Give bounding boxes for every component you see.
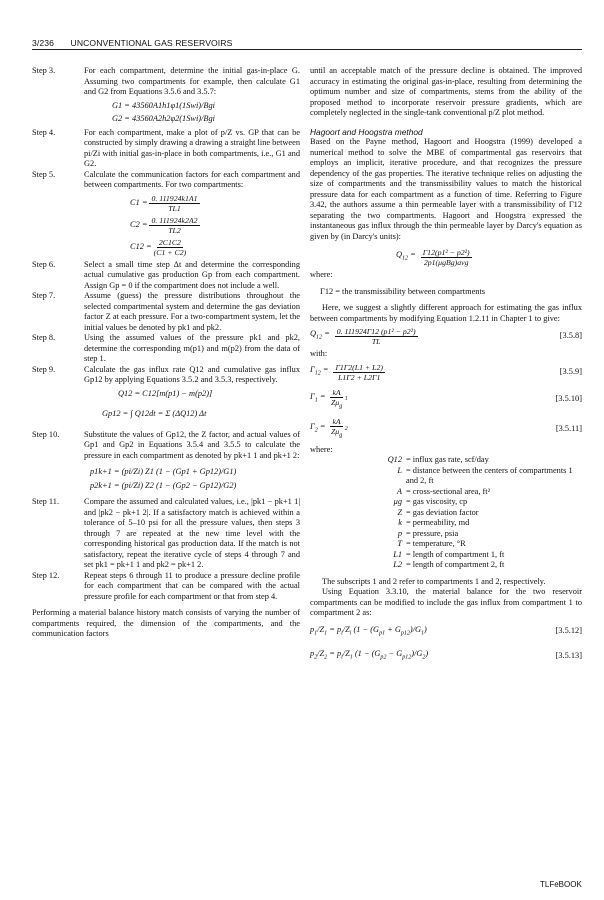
- header-rule: [32, 49, 582, 50]
- step-9: [32, 365, 300, 386]
- equation-c12: [130, 238, 300, 257]
- fraction: [149, 194, 199, 213]
- numerator: 0. 111924k1A1: [151, 193, 198, 203]
- equation-g1: G1 = 43560A1h1φ1(1Swi)/Bgi: [112, 100, 215, 110]
- equation-g2: G2 = 43560A2h2φ2(1Swi)/Bgi: [112, 114, 215, 123]
- numerator: Γ12(p1² − p2²): [422, 248, 470, 257]
- numerator: 2C1C2: [158, 237, 181, 247]
- step-6: [32, 260, 300, 292]
- definition-item: Z = gas deviation factor: [397, 507, 479, 517]
- step-text: For each compartment, determine the initial gas-in-place G. Assuming two compartments for example, then calculate G1 and G2 from Equations 3.5.6 and 3.5.7:: [84, 66, 300, 96]
- footer-label: TLFeBOOK: [540, 880, 582, 889]
- definition-item: A = cross-sectional area, ft²: [396, 486, 491, 496]
- step-text: Calculate the gas influx rate Q12 and cumulative gas influx Gp12 by applying Equations 3.5.2 and 3.5.3, respectively.: [84, 364, 300, 384]
- fraction: [421, 248, 472, 267]
- equation-p1: p1k+1 = (pi/Zi) Z1 (1 − (Gp1 + Gp12)/G1): [90, 467, 237, 476]
- numerator: 0. 111924Γ12 (p1² − p2²): [336, 327, 416, 336]
- step-number: Step 5.: [32, 169, 56, 179]
- denominator: L1Γ2 + L2Γ1: [338, 372, 381, 382]
- equation-number: [3.5.11]: [555, 423, 582, 433]
- step-10: [32, 430, 300, 462]
- equation-3-5-12: $p_1/Z_1 = p_i/Z_i$ $(1 - (G_{p1} + G_{p12})/G_1)$ [3.5.12]: [310, 624, 582, 637]
- step-8: [32, 333, 300, 365]
- page-number: 3/236: [32, 38, 55, 48]
- equation-number: [3.5.9]: [559, 366, 582, 376]
- section-heading: Hagoort and Hoogstra method: [310, 126, 423, 137]
- step-12: [32, 571, 300, 603]
- paragraph: until an acceptable match of the pressure decline is obtained. The improved accuracy in estimating the original gas-in-place, resulting from determining the optimum number and size of compartments, stems from the ability of the proposed method to incorporate reservoir pressure gradients, which are completely neglected in the single-tank conventional p/Z plot method.: [310, 66, 582, 117]
- gamma-definition: Γ12 = the transmissibility between compartments: [320, 286, 486, 296]
- numerator: 0. 111924k2A2: [151, 215, 198, 225]
- step-5: [32, 170, 300, 191]
- paragraph: The subscripts 1 and 2 refer to compartments 1 and 2, respectively.: [322, 576, 546, 586]
- step-text: Using the assumed values of the pressure pk1 and pk2, determine the corresponding m(p1) and m(p2) from the data of step 1.: [84, 333, 300, 363]
- denominator: (C1 + C2): [153, 247, 187, 257]
- step-number: Step 12.: [32, 570, 60, 580]
- equation-3-5-10: $\Gamma_1$ = $\frac{kA}{Z\mu_g}$ 1 [3.5.10]: [310, 387, 582, 410]
- step-number: Step 6.: [32, 259, 56, 269]
- step-11: [32, 497, 300, 571]
- step-text: Compare the assumed and calculated values, i.e., |pk1 − pk+1 1| and |pk2 − pk+1 2|. If a satisfactory match is achieved within a tolerance of 5–10 psi for all the pressure values, then steps 3 through 7 are repeated at the new time level with the corresponding historical gas production data. If the match is not satisfactory, repeat the iterative cycle of steps 4 through 7 and set pk1 = pk+1 1 and pk2 = pk+1 2.: [84, 497, 300, 569]
- step-number: Step 4.: [32, 127, 56, 137]
- step-text: For each compartment, make a plot of p/Z vs. GP that can be constructed by simply drawing a drawing a straight line between pi/Zi with initial gas-in-place in both compartments, i.e., G1 and G2.: [84, 127, 300, 168]
- running-header: [32, 38, 246, 48]
- denominator: 2p1(μgBg)avg: [423, 258, 469, 267]
- equation-q12-darcy: $Q_{12}$ = $\frac{\text{Γ12(p1² − p2²)}}{\text{2p1(μgBg)avg}}$: [396, 248, 470, 267]
- denominator: TL1: [168, 203, 181, 213]
- paragraph: Using Equation 3.3.10, the material balance for the two reservoir compartments can be modified to include the gas influx from compartment 1 to compartment 2 as:: [310, 587, 582, 618]
- fraction: [154, 238, 187, 257]
- fraction: [335, 327, 418, 346]
- step-text: Assume (guess) the pressure distributions throughout the selected compartmental system and determine the gas deviation factor Z at each pressure. For a two-compartment system, let the initial values be denoted by pk1 and pk2.: [84, 291, 300, 332]
- equation-3-5-9: $\Gamma_{12}$ = $\frac{\Gamma 1\Gamma 2(L1 + L2)}{L1\Gamma 2 + L2\Gamma 1}$ [3.5.9]: [310, 362, 582, 382]
- denominator: TL2: [168, 225, 181, 235]
- step-number: Step 10.: [32, 429, 60, 439]
- step-number: Step 7.: [32, 291, 56, 300]
- eq-lhs: C2 =: [130, 219, 148, 229]
- definition-item: L = distance between the centers of compartments 1 and 2, ft: [397, 465, 573, 486]
- equation-3-5-13: $p_2/Z_2 = p_i/Z_1$ $(1 - (G_{p2} - G_{p12})/G_2)$ [3.5.13]: [310, 648, 582, 661]
- equation-q12: Q12 = C12[m(p1) − m(p2)]: [118, 388, 213, 398]
- step-3: [32, 66, 300, 98]
- step-number: Step 8.: [32, 333, 56, 342]
- equation-p2: p2k+1 = (pi/Zi) Z2 (1 − (Gp2 − Gp12)/G2): [90, 480, 237, 490]
- equation-3-5-11: $\Gamma_2$ = $\frac{kA}{Z\mu_g}$ 2 [3.5.11]: [310, 417, 582, 439]
- equation-c2: [130, 216, 300, 235]
- step-text: Repeat steps 6 through 11 to produce a pressure decline profile for each compartment that can be compared with the actual pressure profile for each compartment or that from step 4.: [84, 570, 300, 601]
- fraction: $\frac{kA}{Z\mu_g}$: [330, 417, 343, 439]
- left-column: [32, 66, 300, 640]
- chapter-title: UNCONVENTIONAL GAS RESERVOIRS: [70, 38, 233, 48]
- denominator: TL: [371, 337, 381, 346]
- definitions-list: [310, 455, 582, 571]
- numerator: Γ1Γ2(L1 + L2): [335, 362, 383, 372]
- equation-3-5-8: $Q_{12}$ = $\frac{\text{0. 111924Γ12 (p1² − p2²)}}{TL}$ [3.5.8]: [310, 327, 582, 346]
- equation-number: [3.5.13]: [555, 650, 582, 660]
- equation-number: [3.5.12]: [555, 626, 582, 636]
- fraction: [149, 216, 199, 235]
- definition-item: L2 = length of compartment 2, ft: [393, 560, 505, 570]
- step-4: [32, 128, 300, 170]
- step-number: Step 3.: [32, 66, 56, 75]
- paragraph: Based on the Payne method, Hagoort and Hoogstra (1999) developed a numerical method to solve the MBE of compartmental gas reservoirs that employs an implicit, iterative procedure, and that recognizes the pressure dependency of the gas properties. The iterative technique relies on adjusting the size of compartments and the transmissibility values to match the historical pressure data for each compartment as a function of time. Referring to Figure 3.42, the authors assume a thin permeable layer with a transmissibility of Γ12 separating the two compartments. Hagoort and Hoogstra expressed the instantaneous gas influx through the thin permeable layer by Darcy's equation as given by (in Darcy's units):: [310, 137, 582, 241]
- equation-number: [3.5.8]: [559, 331, 582, 341]
- step-7: [32, 291, 300, 333]
- definition-item: L1 = length of compartment 1, ft: [393, 549, 505, 559]
- eq-lhs: C12 =: [130, 241, 152, 251]
- definition-item: μg = gas viscosity, cp: [393, 497, 468, 507]
- equation-gp12: Gp12 = ∫ Q12dt = Σ (ΔQ12) Δt: [102, 409, 207, 418]
- fraction: [333, 363, 385, 382]
- equation-c1: [130, 194, 300, 213]
- step-number: Step 11.: [32, 497, 60, 506]
- definition-item: T = temperature, °R: [397, 539, 466, 549]
- eq-lhs: C1 =: [130, 197, 148, 207]
- paragraph: Here, we suggest a slightly different approach for estimating the gas influx between compartments by modifying Equation 1.2.11 in Chapter 1 to give:: [310, 303, 582, 323]
- step-text: Select a small time step Δt and determine the corresponding actual cumulative gas production Gp from each compartment. Assign Gp = 0 if the compartment does not include a well.: [84, 259, 300, 290]
- step-text: Substitute the values of Gp12, the Z factor, and actual values of Gp1 and Gp2 in Equations 3.5.4 and 3.5.5 to calculate the pressure in each compartment as denoted by pk+1 1 and pk+1 2:: [84, 429, 300, 460]
- where-label: where:: [310, 270, 333, 279]
- step-text: Calculate the communication factors for each compartment and between compartments. For two compartments:: [84, 169, 300, 189]
- definition-item: Q12 = influx gas rate, scf/day: [387, 455, 489, 465]
- paragraph: Performing a material balance history match consists of varying the number of compartments required, the dimension of the compartments, and the communication factors: [32, 608, 300, 638]
- equation-number: [3.5.10]: [555, 394, 582, 404]
- definition-item: p = pressure, psia: [397, 528, 459, 538]
- step-number: Step 9.: [32, 364, 56, 374]
- right-column: [310, 66, 582, 666]
- fraction: $\frac{kA}{Z\mu_g}$: [330, 387, 343, 410]
- where-label: where:: [310, 444, 333, 454]
- with-label: with:: [310, 349, 328, 358]
- definition-item: k = permeability, md: [398, 518, 470, 528]
